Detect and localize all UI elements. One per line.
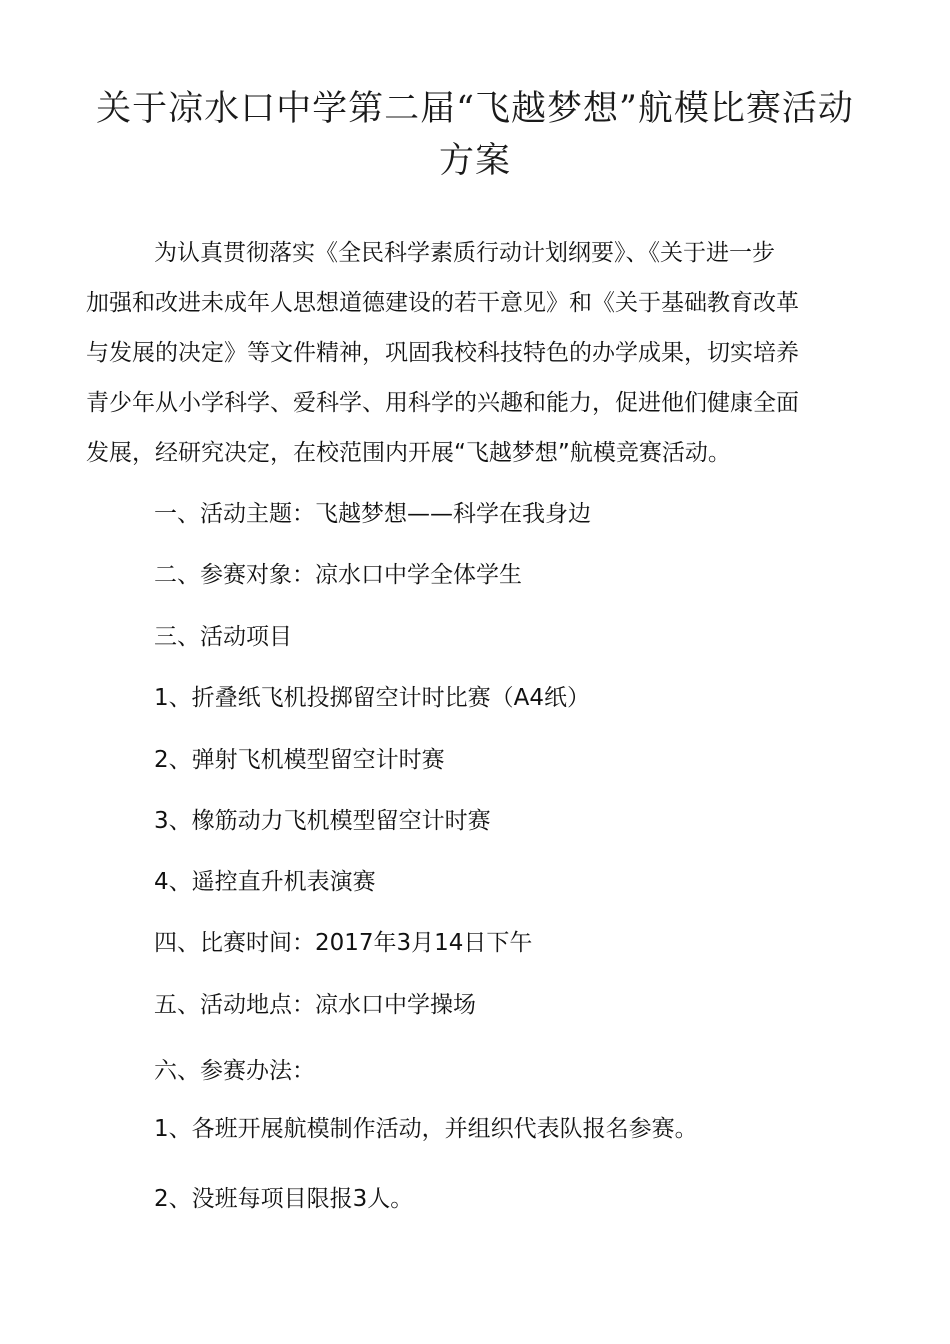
intro-paragraph-line-3: 与发展的决定》等文件精神，巩固我校科技特色的办学成果，切实培养: [86, 340, 799, 366]
activity-item-4: 4、遥控直升机表演赛: [154, 869, 376, 895]
section-time: 四、比赛时间：2017年3月14日下午: [154, 930, 533, 956]
document-title-line-1: 关于凉水口中学第二届“飞越梦想”航模比赛活动: [96, 89, 854, 129]
method-item-2: 2、没班每项目限报3人。: [154, 1186, 414, 1212]
section-location: 五、活动地点：凉水口中学操场: [154, 992, 476, 1018]
activity-item-3: 3、橡筋动力飞机模型留空计时赛: [154, 808, 491, 834]
intro-paragraph-line-2: 加强和改进未成年人思想道德建设的若干意见》和《关于基础教育改革: [86, 290, 799, 316]
section-theme: 一、活动主题：飞越梦想——科学在我身边: [154, 501, 591, 527]
intro-paragraph-line-5: 发展，经研究决定，在校范围内开展“飞越梦想”航模竞赛活动。: [86, 440, 731, 466]
section-participants: 二、参赛对象：凉水口中学全体学生: [154, 562, 522, 588]
activity-item-2: 2、弹射飞机模型留空计时赛: [154, 747, 445, 773]
section-method-heading: 六、参赛办法：: [154, 1058, 315, 1084]
document-title-line-2: 方案: [438, 141, 511, 181]
intro-paragraph-line-4: 青少年从小学科学、爱科学、用科学的兴趣和能力，促进他们健康全面: [86, 390, 799, 416]
method-item-1: 1、各班开展航模制作活动，并组织代表队报名参赛。: [154, 1116, 698, 1142]
intro-paragraph-line-1: 为认真贯彻落实《全民科学素质行动计划纲要》、《关于进一步: [154, 240, 775, 266]
activity-item-1: 1、折叠纸飞机投掷留空计时比赛（A4纸）: [154, 685, 591, 711]
section-activities-heading: 三、活动项目: [154, 624, 292, 650]
